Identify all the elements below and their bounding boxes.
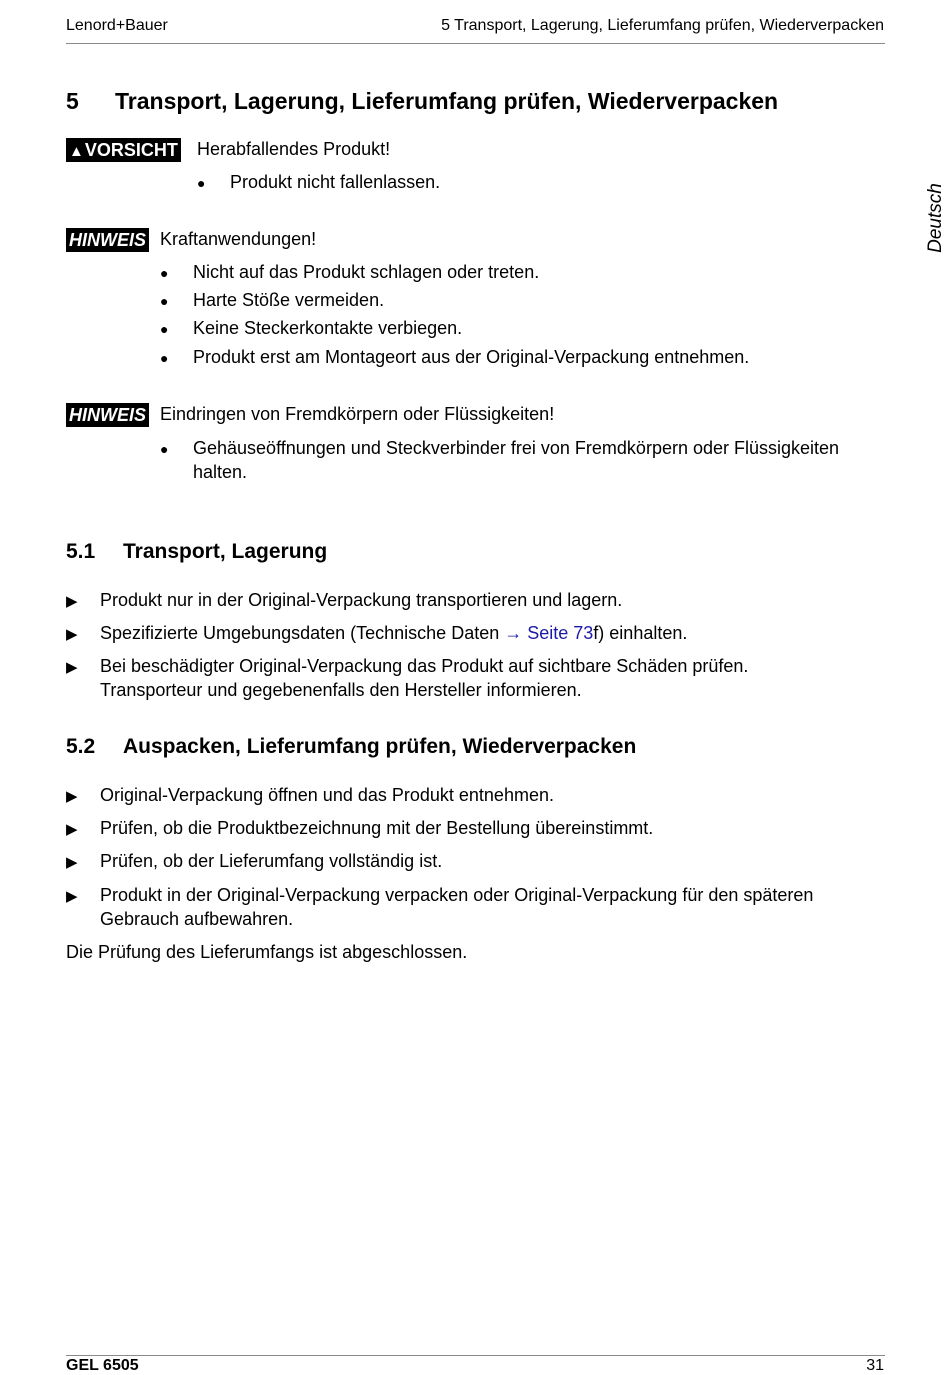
result-text: Die Prüfung des Lieferumfangs ist abgeschlossen. [66,942,468,962]
note-item: Keine Steckerkontakte verbiegen. [193,318,463,338]
footer-product-name: GEL 6505 [66,1357,139,1374]
step-item [100,623,687,644]
caution-title: Herabfallendes Produkt! [197,139,391,159]
step-item-continuation: Transporteur und gegebenenfalls den Hersteller informieren. [100,680,582,700]
step-item: Prüfen, ob die Produktbezeichnung mit der Bestellung übereinstimmt. [100,818,654,838]
step-arrow-icon: ▶ [66,788,78,805]
section-title: Transport, Lagerung [123,540,328,563]
header-brand: Lenord+Bauer [66,17,168,34]
note-badge: HINWEIS [66,228,149,252]
bullet-icon: ● [160,441,169,457]
header-divider [66,43,885,44]
step-item: Bei beschädigter Original-Verpackung das Produkt auf sichtbare Schäden prüfen. [100,656,749,676]
note-item-continuation: halten. [193,462,248,482]
section-title: Auspacken, Lieferumfang prüfen, Wiederverpacken [123,735,637,758]
language-label: Deutsch [925,183,946,253]
footer-page-number: 31 [866,1357,884,1374]
bullet-icon: ● [197,175,206,191]
section-number: 5.1 [66,540,96,563]
section-number: 5.2 [66,735,96,758]
note-item: Produkt erst am Montageort aus der Original-Verpackung entnehmen. [193,347,750,367]
note-item: Gehäuseöffnungen und Steckverbinder frei von Fremdkörpern oder Flüssigkeiten [193,438,840,458]
step-item: Prüfen, ob der Lieferumfang vollständig ist. [100,851,443,871]
chapter-number: 5 [66,88,79,114]
note-item: Harte Stöße vermeiden. [193,290,385,310]
step-text: f) einhalten. [593,623,688,643]
language-side-tab [916,175,950,261]
note-badge: HINWEIS [66,403,149,427]
page-reference-link[interactable]: → Seite 73 [504,623,594,643]
step-item: Produkt nur in der Original-Verpackung transportieren und lagern. [100,590,623,610]
footer-divider [66,1355,885,1356]
step-arrow-icon: ▶ [66,888,78,905]
warning-triangle-icon: ▲ [69,143,84,160]
note-title: Eindringen von Fremdkörpern oder Flüssigkeiten! [160,404,555,424]
bullet-icon: ● [160,350,169,366]
caution-badge [66,138,181,162]
step-text: Spezifizierte Umgebungsdaten (Technische Daten [100,623,505,643]
bullet-icon: ● [160,265,169,281]
bullet-icon: ● [160,321,169,337]
note-title: Kraftanwendungen! [160,229,317,249]
step-item: Original-Verpackung öffnen und das Produkt entnehmen. [100,785,554,805]
header-chapter-title: 5 Transport, Lagerung, Lieferumfang prüfen, Wiederverpacken [441,17,884,34]
step-item-continuation: Gebrauch aufbewahren. [100,909,294,929]
caution-badge-label: VORSICHT [84,140,178,160]
chapter-title: Transport, Lagerung, Lieferumfang prüfen, Wiederverpacken [115,88,779,114]
caution-item: Produkt nicht fallenlassen. [230,172,441,192]
step-arrow-icon: ▶ [66,593,78,610]
step-arrow-icon: ▶ [66,626,78,643]
step-arrow-icon: ▶ [66,821,78,838]
step-item: Produkt in der Original-Verpackung verpacken oder Original-Verpackung für den späteren [100,885,814,905]
note-item: Nicht auf das Produkt schlagen oder treten. [193,262,540,282]
bullet-icon: ● [160,293,169,309]
step-arrow-icon: ▶ [66,659,78,676]
step-arrow-icon: ▶ [66,854,78,871]
